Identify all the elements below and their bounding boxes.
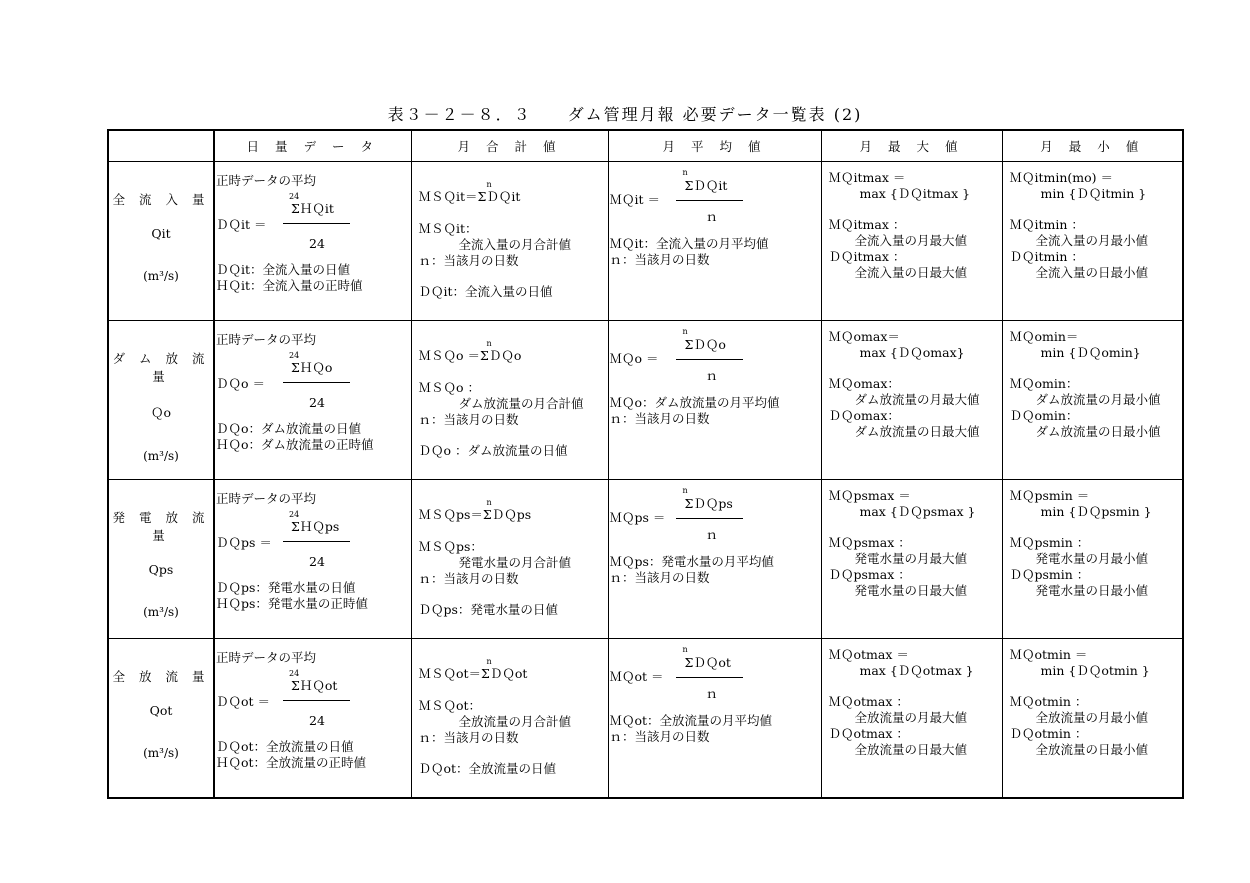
min-line-6: ダム放流量の日最小値 bbox=[1035, 424, 1161, 439]
min-line-1: ＭＱpsmin ＝ bbox=[1009, 488, 1090, 503]
category-unit: (m³/s) bbox=[143, 449, 179, 463]
daily-denominator: 24 bbox=[309, 713, 325, 728]
avg-desc: ＭＱot：全放流量の月平均値 bbox=[609, 713, 773, 728]
avg-denominator: ｎ bbox=[705, 209, 719, 224]
max-line-1: ＭＱitmax ＝ bbox=[828, 170, 906, 185]
min-line-4: 全放流量の月最小値 bbox=[1035, 710, 1149, 725]
daily-cell bbox=[214, 639, 411, 798]
total-label: ＭＳＱo ： bbox=[418, 380, 480, 395]
max-line-4: 全流入量の月最大値 bbox=[854, 233, 968, 248]
total-label: ＭＳＱps： bbox=[418, 539, 483, 554]
avg-numerator: ΣＤＱit bbox=[684, 178, 728, 193]
total-n: ｎ：当該月の日数 bbox=[418, 412, 519, 427]
month-max-cell bbox=[821, 480, 1002, 639]
month-max-cell bbox=[821, 639, 1002, 798]
total-desc: ダム放流量の月合計値 bbox=[458, 396, 584, 411]
min-line-6: 全放流量の日最小値 bbox=[1035, 742, 1149, 757]
total-sigma-top: n bbox=[486, 339, 492, 348]
daily-sigma: ΣＨＱps bbox=[291, 519, 340, 534]
fraction-line bbox=[283, 223, 350, 224]
daily-def-day: ＤＱit：全流入量の日値 bbox=[216, 262, 351, 277]
min-line-2: min {ＤＱotmin } bbox=[1040, 663, 1150, 678]
month-avg-cell bbox=[608, 639, 821, 798]
month-min-cell bbox=[1002, 321, 1183, 480]
category-cell bbox=[108, 639, 214, 798]
total-def: ＤＱps：発電水量の日値 bbox=[418, 602, 558, 617]
category-unit: (m³/s) bbox=[143, 746, 179, 760]
fraction-line bbox=[676, 359, 743, 360]
total-desc: 発電水量の月合計値 bbox=[458, 555, 572, 570]
data-table bbox=[107, 129, 1184, 799]
max-line-1: ＭＱomax＝ bbox=[828, 329, 900, 344]
total-desc: 全放流量の月合計値 bbox=[458, 714, 572, 729]
category-name: 全 放 流 量 bbox=[112, 669, 210, 684]
daily-sigma: ΣＨＱot bbox=[291, 678, 338, 693]
daily-cell bbox=[214, 162, 411, 321]
month-avg-cell bbox=[608, 162, 821, 321]
month-avg-cell bbox=[608, 321, 821, 480]
total-formula: ＭＳＱps＝ΣＤＱps bbox=[418, 507, 532, 522]
daily-lhs: ＤＱot ＝ bbox=[216, 694, 271, 709]
fraction-line bbox=[283, 382, 350, 383]
total-sigma-top: n bbox=[486, 180, 492, 189]
total-def: ＤＱit：全流入量の日値 bbox=[418, 284, 553, 299]
avg-n: ｎ：当該月の日数 bbox=[609, 252, 710, 267]
max-line-3: ＭＱpsmax ： bbox=[828, 535, 911, 550]
max-line-4: 発電水量の月最大値 bbox=[854, 551, 968, 566]
month-total-cell bbox=[411, 162, 608, 321]
total-def: ＤＱot：全放流量の日値 bbox=[418, 761, 557, 776]
min-line-1: ＭＱotmin ＝ bbox=[1009, 647, 1088, 662]
min-line-3: ＭＱomin： bbox=[1009, 376, 1079, 391]
fraction-line bbox=[676, 518, 743, 519]
category-symbol: Qot bbox=[149, 703, 173, 718]
daily-sigma: ΣＨＱo bbox=[291, 360, 333, 375]
total-n: ｎ：当該月の日数 bbox=[418, 253, 519, 268]
month-total-cell bbox=[411, 321, 608, 480]
total-formula: ＭＳＱit＝ΣＤＱit bbox=[418, 189, 521, 204]
avg-lhs: ＭＱo ＝ bbox=[609, 351, 659, 366]
month-min-cell bbox=[1002, 639, 1183, 798]
min-line-2: min {ＤＱomin} bbox=[1040, 345, 1141, 360]
max-line-6: ダム放流量の日最大値 bbox=[854, 424, 980, 439]
max-line-1: ＭＱotmax ＝ bbox=[828, 647, 909, 662]
avg-desc: ＭＱit：全流入量の月平均値 bbox=[609, 236, 769, 251]
min-line-6: 全流入量の日最小値 bbox=[1035, 265, 1149, 280]
max-line-5: ＤＱitmax ： bbox=[828, 249, 906, 264]
min-line-4: 発電水量の月最小値 bbox=[1035, 551, 1149, 566]
max-line-3: ＭＱitmax ： bbox=[828, 217, 906, 232]
min-line-2: min {ＤＱpsmin } bbox=[1040, 504, 1152, 519]
avg-n: ｎ：当該月の日数 bbox=[609, 570, 710, 585]
min-line-4: ダム放流量の月最小値 bbox=[1035, 392, 1161, 407]
max-line-3: ＭＱomax： bbox=[828, 376, 900, 391]
total-n: ｎ：当該月の日数 bbox=[418, 571, 519, 586]
avg-sigma-top: n bbox=[682, 486, 688, 495]
avg-sigma-top: n bbox=[682, 327, 688, 336]
category-cell bbox=[108, 321, 214, 480]
header-row bbox=[108, 130, 1183, 162]
min-line-1: ＭＱomin＝ bbox=[1009, 329, 1079, 344]
category-symbol: Ｑo bbox=[150, 405, 172, 420]
table-row bbox=[108, 639, 1183, 798]
min-line-1: ＭＱitmin(mo) ＝ bbox=[1009, 170, 1114, 185]
total-label: ＭＳＱot： bbox=[418, 698, 482, 713]
header-month-max: 月 最 大 値 bbox=[821, 130, 1002, 162]
daily-def-day: ＤＱps：発電水量の日値 bbox=[216, 580, 356, 595]
max-line-2: max {ＤＱomax} bbox=[859, 345, 965, 360]
avg-denominator: ｎ bbox=[705, 527, 719, 542]
avg-lhs: ＭＱit ＝ bbox=[609, 192, 660, 207]
max-line-6: 全放流量の日最大値 bbox=[854, 742, 968, 757]
fraction-line bbox=[283, 700, 350, 701]
daily-denominator: 24 bbox=[309, 554, 325, 569]
avg-numerator: ΣＤＱps bbox=[684, 496, 733, 511]
header-month-total: 月 合 計 値 bbox=[411, 130, 608, 162]
month-total-cell bbox=[411, 639, 608, 798]
category-cell bbox=[108, 162, 214, 321]
category-symbol: Qps bbox=[148, 562, 174, 577]
avg-denominator: ｎ bbox=[705, 686, 719, 701]
header-blank bbox=[108, 130, 214, 162]
avg-desc: ＭＱo：ダム放流量の月平均値 bbox=[609, 395, 780, 410]
min-line-5: ＤＱpsmin ： bbox=[1009, 567, 1090, 582]
total-sigma-top: n bbox=[486, 657, 492, 666]
avg-sigma-top: n bbox=[682, 168, 688, 177]
min-line-3: ＭＱitmin ： bbox=[1009, 217, 1084, 232]
daily-heading: 正時データの平均 bbox=[216, 332, 317, 347]
month-min-cell bbox=[1002, 162, 1183, 321]
avg-desc: ＭＱps：発電水量の月平均値 bbox=[609, 554, 774, 569]
fraction-line bbox=[676, 200, 743, 201]
daily-sigma-top: 24 bbox=[289, 669, 300, 678]
min-line-3: ＭＱpsmin ： bbox=[1009, 535, 1090, 550]
category-name: 発 電 放 流 量 bbox=[112, 510, 210, 543]
daily-lhs: ＤＱit ＝ bbox=[216, 217, 267, 232]
daily-sigma: ΣＨＱit bbox=[291, 201, 334, 216]
page-title: 表３－２－８．３ ダム管理月報 必要データ一覧表 (2) bbox=[387, 105, 863, 124]
total-n: ｎ：当該月の日数 bbox=[418, 730, 519, 745]
min-line-3: ＭＱotmin ： bbox=[1009, 694, 1088, 709]
min-line-2: min {ＤＱitmin } bbox=[1040, 186, 1147, 201]
daily-heading: 正時データの平均 bbox=[216, 491, 317, 506]
total-desc: 全流入量の月合計値 bbox=[458, 237, 572, 252]
total-formula: ＭＳＱo ＝ΣＤＱo bbox=[418, 348, 522, 363]
daily-denominator: 24 bbox=[309, 236, 325, 251]
max-line-5: ＤＱomax： bbox=[828, 408, 900, 423]
daily-def-hour: ＨＱit：全流入量の正時値 bbox=[216, 278, 363, 293]
month-total-cell bbox=[411, 480, 608, 639]
min-line-4: 全流入量の月最小値 bbox=[1035, 233, 1149, 248]
category-name: ダ ム 放 流 量 bbox=[112, 351, 210, 384]
max-line-2: max {ＤＱitmax } bbox=[859, 186, 971, 201]
category-name: 全 流 入 量 bbox=[112, 192, 210, 207]
month-min-cell bbox=[1002, 480, 1183, 639]
daily-def-day: ＤＱo：ダム放流量の日値 bbox=[216, 421, 362, 436]
max-line-3: ＭＱotmax ： bbox=[828, 694, 909, 709]
daily-def-hour: ＨＱo：ダム放流量の正時値 bbox=[216, 437, 374, 452]
avg-lhs: ＭＱot ＝ bbox=[609, 669, 664, 684]
avg-n: ｎ：当該月の日数 bbox=[609, 729, 710, 744]
avg-sigma-top: n bbox=[682, 645, 688, 654]
category-cell bbox=[108, 480, 214, 639]
fraction-line bbox=[676, 677, 743, 678]
header-month-min: 月 最 小 値 bbox=[1002, 130, 1183, 162]
avg-numerator: ΣＤＱo bbox=[684, 337, 726, 352]
min-line-6: 発電水量の日最小値 bbox=[1035, 583, 1149, 598]
total-label: ＭＳＱit： bbox=[418, 221, 478, 236]
daily-heading: 正時データの平均 bbox=[216, 173, 317, 188]
category-unit: (m³/s) bbox=[143, 605, 179, 619]
table-row bbox=[108, 480, 1183, 639]
daily-def-day: ＤＱot：全放流量の日値 bbox=[216, 739, 354, 754]
max-line-5: ＤＱpsmax ： bbox=[828, 567, 911, 582]
max-line-4: ダム放流量の月最大値 bbox=[854, 392, 980, 407]
max-line-2: max {ＤＱotmax } bbox=[859, 663, 974, 678]
header-month-avg: 月 平 均 値 bbox=[608, 130, 821, 162]
daily-lhs: ＤＱo ＝ bbox=[216, 376, 265, 391]
daily-sigma-top: 24 bbox=[289, 351, 300, 360]
avg-denominator: ｎ bbox=[705, 368, 719, 383]
total-formula: ＭＳＱot＝ΣＤＱot bbox=[418, 666, 528, 681]
daily-sigma-top: 24 bbox=[289, 510, 300, 519]
category-unit: (m³/s) bbox=[143, 269, 179, 283]
daily-lhs: ＤＱps ＝ bbox=[216, 535, 272, 550]
max-line-1: ＭＱpsmax ＝ bbox=[828, 488, 911, 503]
total-sigma-top: n bbox=[486, 498, 492, 507]
daily-def-hour: ＨＱot：全放流量の正時値 bbox=[216, 755, 367, 770]
daily-cell bbox=[214, 480, 411, 639]
table-row bbox=[108, 321, 1183, 480]
daily-def-hour: ＨＱps：発電水量の正時値 bbox=[216, 596, 368, 611]
min-line-5: ＤＱitmin ： bbox=[1009, 249, 1084, 264]
month-avg-cell bbox=[608, 480, 821, 639]
fraction-line bbox=[283, 541, 350, 542]
month-max-cell bbox=[821, 321, 1002, 480]
daily-cell bbox=[214, 321, 411, 480]
total-def: ＤＱo ：ダム放流量の日値 bbox=[418, 443, 568, 458]
avg-numerator: ΣＤＱot bbox=[684, 655, 731, 670]
max-line-4: 全放流量の月最大値 bbox=[854, 710, 968, 725]
max-line-6: 発電水量の日最大値 bbox=[854, 583, 968, 598]
table-row bbox=[108, 162, 1183, 321]
min-line-5: ＤＱotmin ： bbox=[1009, 726, 1088, 741]
max-line-5: ＤＱotmax ： bbox=[828, 726, 909, 741]
avg-n: ｎ：当該月の日数 bbox=[609, 411, 710, 426]
month-max-cell bbox=[821, 162, 1002, 321]
category-symbol: Qit bbox=[151, 226, 171, 241]
daily-heading: 正時データの平均 bbox=[216, 650, 317, 665]
max-line-2: max {ＤＱpsmax } bbox=[859, 504, 976, 519]
avg-lhs: ＭＱps ＝ bbox=[609, 510, 666, 525]
max-line-6: 全流入量の日最大値 bbox=[854, 265, 968, 280]
min-line-5: ＤＱomin： bbox=[1009, 408, 1079, 423]
daily-sigma-top: 24 bbox=[289, 192, 300, 201]
daily-denominator: 24 bbox=[309, 395, 325, 410]
header-daily: 日 量 デ ー タ bbox=[214, 130, 411, 162]
